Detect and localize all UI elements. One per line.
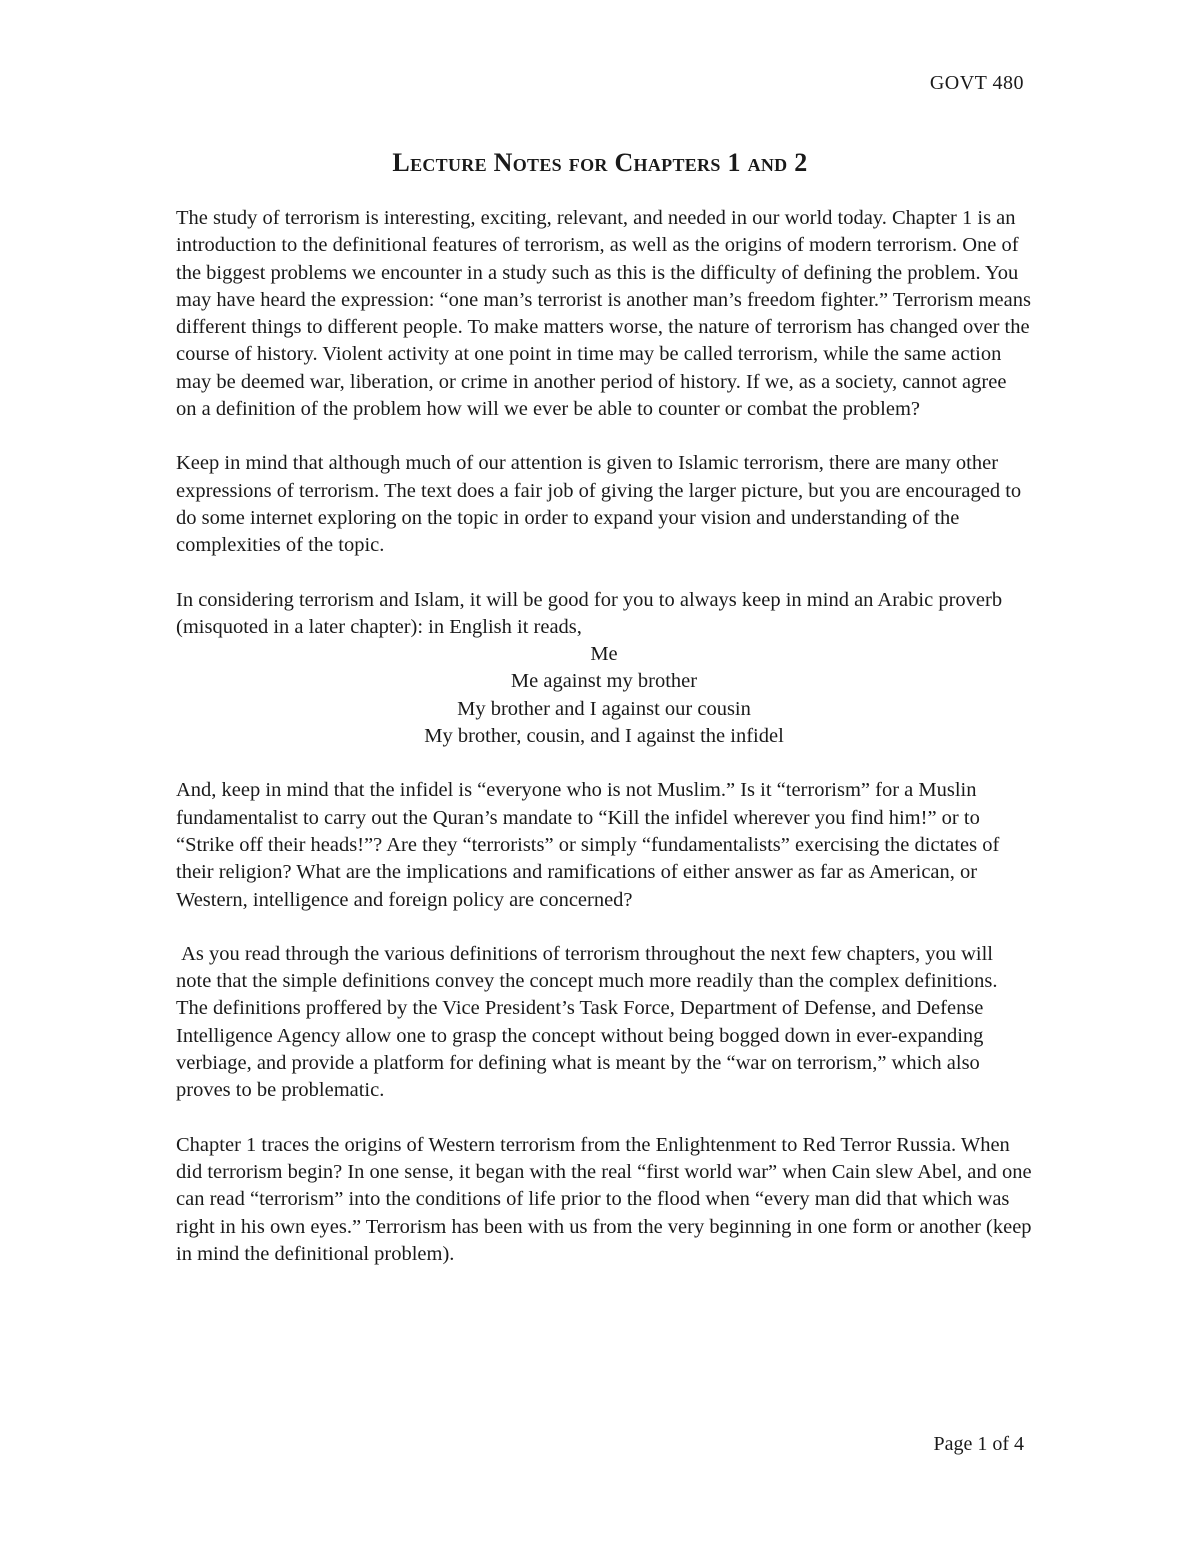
proverb-line: Me against my brother <box>510 670 698 693</box>
paragraph-intro: The study of terrorism is interesting, exciting, relevant, and needed in our world today. Chapter 1 is an introduction to the definitional features of terrorism, as well as the origins of modern terrorism. One of the biggest problems we encounter in a study such as this is the difficulty of defining the problem. You may have heard the expression: “one man’s terrorist is another man’s freedom fighter.” Terrorism means different things to different people. To make matters worse, the nature of terrorism has changed over the course of history. Violent activity at one point in time may be called terrorism, while the same action may be deemed war, liberation, or crime in another period of history. If we, as a society, cannot agree on a definition of the problem how will we ever be able to counter or combat the problem? <box>176 207 1031 421</box>
page-title: Lecture Notes for Chapters 1 and 2 <box>392 148 808 177</box>
course-code: GOVT 480 <box>929 72 1024 94</box>
paragraph-islamic-terrorism: Keep in mind that although much of our attention is given to Islamic terrorism, there are many other expressions of terrorism. The text does a fair job of giving the larger picture, but you are encouraged to do some internet exploring on the topic in order to expand your vision and understanding of the complexities of the topic. <box>176 452 1022 557</box>
proverb-line: My brother, cousin, and I against the infidel <box>424 725 784 748</box>
paragraph-origins: Chapter 1 traces the origins of Western terrorism from the Enlightenment to Red Terror Russia. When did terrorism begin? In one sense, it began with the real “first world war” when Cain slew Abel, and one can read “terrorism” into the conditions of life prior to the flood when “every man did that which was right in his own eyes.” Terrorism has been with us from the very beginning in one form or another (keep in mind the definitional problem). <box>176 1133 1032 1265</box>
document-body <box>176 205 1032 1295</box>
proverb-line: Me <box>590 643 618 666</box>
arabic-proverb <box>176 641 1032 750</box>
paragraph-infidel: And, keep in mind that the infidel is “everyone who is not Muslim.” Is it “terrorism” for a Muslin fundamentalist to carry out the Quran’s mandate to “Kill the infidel wherever you find him!” or to “Strike off their heads!”? Are they “terrorists” or simply “fundamentalists” exercising the dictates of their religion? What are the implications and ramifications of either answer as far as American, or Western, intelligence and foreign policy are concerned? <box>176 779 1000 911</box>
proverb-line: My brother and I against our cousin <box>457 697 751 720</box>
page-number: Page 1 of 4 <box>933 1433 1024 1455</box>
paragraph-definitions: As you read through the various definitions of terrorism throughout the next few chapters, you will note that the simple definitions convey the concept much more readily than the complex definitions. The definitions proffered by the Vice President’s Task Force, Department of Defense, and Defense Intelligence Agency allow one to grasp the concept without being bogged down in ever-expanding verbiage, and provide a platform for defining what is meant by the “war on terrorism,” which also proves to be problematic. <box>176 942 1003 1102</box>
paragraph-proverb-intro: In considering terrorism and Islam, it will be good for you to always keep in mind an Arabic proverb (misquoted in a later chapter): in English it reads, <box>176 588 1003 638</box>
